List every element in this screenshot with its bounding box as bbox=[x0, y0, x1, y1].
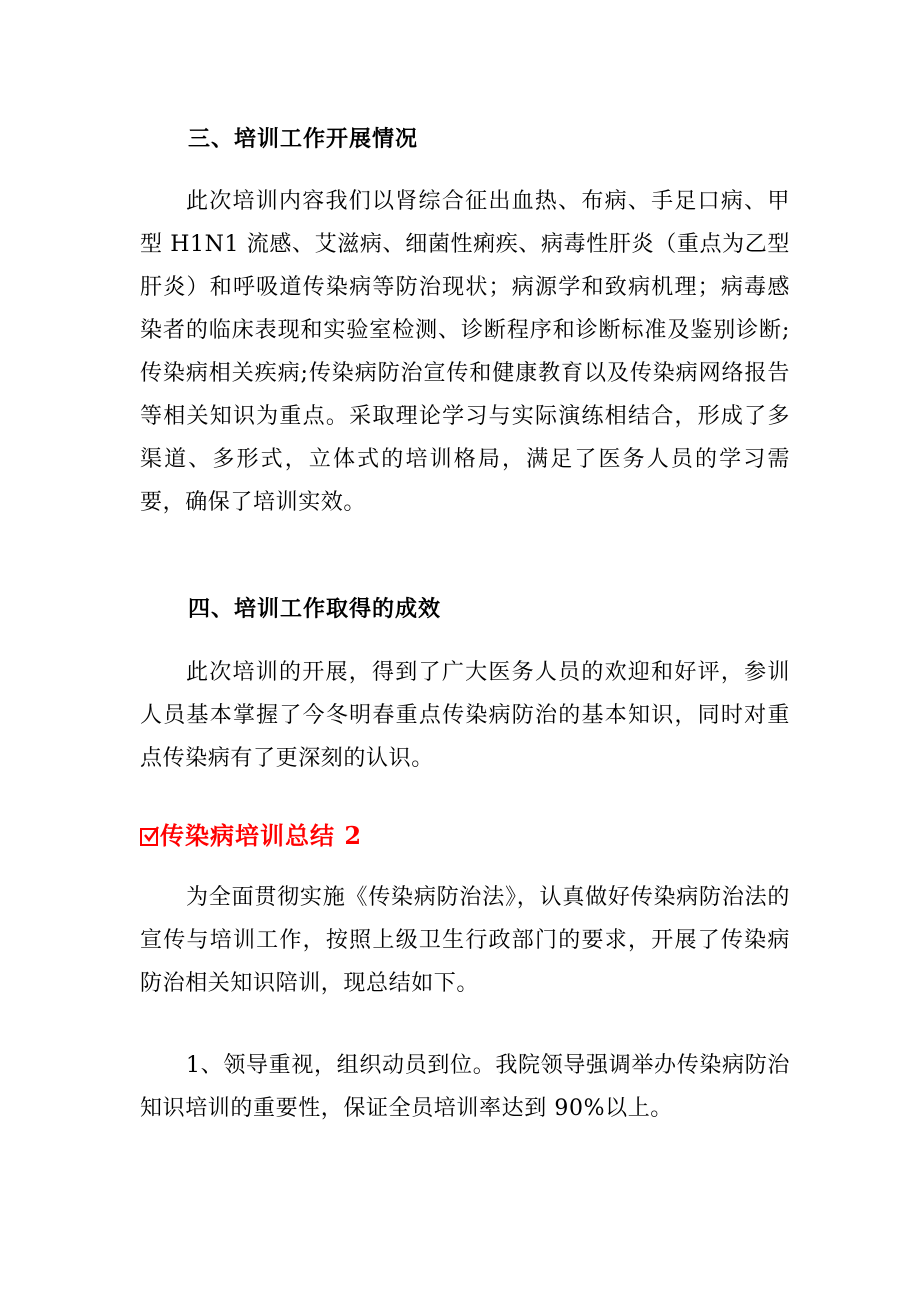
section-title bbox=[140, 816, 362, 851]
checkbox-checked-icon bbox=[140, 828, 158, 846]
heading-training-results: 四、培训工作取得的成效 bbox=[188, 596, 442, 622]
paragraph-point-1: 1、领导重视，组织动员到位。我院领导强调举办传染病防治知识培训的重要性，保证全员培训率达到 90%以上。 bbox=[140, 1053, 790, 1121]
heading-training-progress: 三、培训工作开展情况 bbox=[188, 126, 419, 152]
paragraph-training-content: 此次培训内容我们以肾综合征出血热、布病、手足口病、甲型 H1N1 流感、艾滋病、细菌性痢疾、病毒性肝炎（重点为乙型肝炎）和呼吸道传染病等防治现状；病源学和致病机理；病毒感染者的临床表现和实验室检测、诊断程序和诊断标准及鉴别诊断;传染病相关疾病;传染病防治宣传和健康教育以及传染病网络报告等相关知识为重点。采取理论学习与实际演练相结合，形成了多渠道、多形式，立体式的培训格局，满足了医务人员的学习需要，确保了培训实效。 bbox=[140, 189, 790, 515]
paragraph-training-results: 此次培训的开展，得到了广大医务人员的欢迎和好评，参训人员基本掌握了今冬明春重点传染病防治的基本知识，同时对重点传染病有了更深刻的认识。 bbox=[140, 660, 790, 771]
section-title-text: 传染病培训总结 2 bbox=[160, 821, 363, 850]
paragraph-intro: 为全面贯彻实施《传染病防治法》，认真做好传染病防治法的宣传与培训工作，按照上级卫生行政部门的要求，开展了传染病防治相关知识陪训，现总结如下。 bbox=[140, 885, 790, 996]
